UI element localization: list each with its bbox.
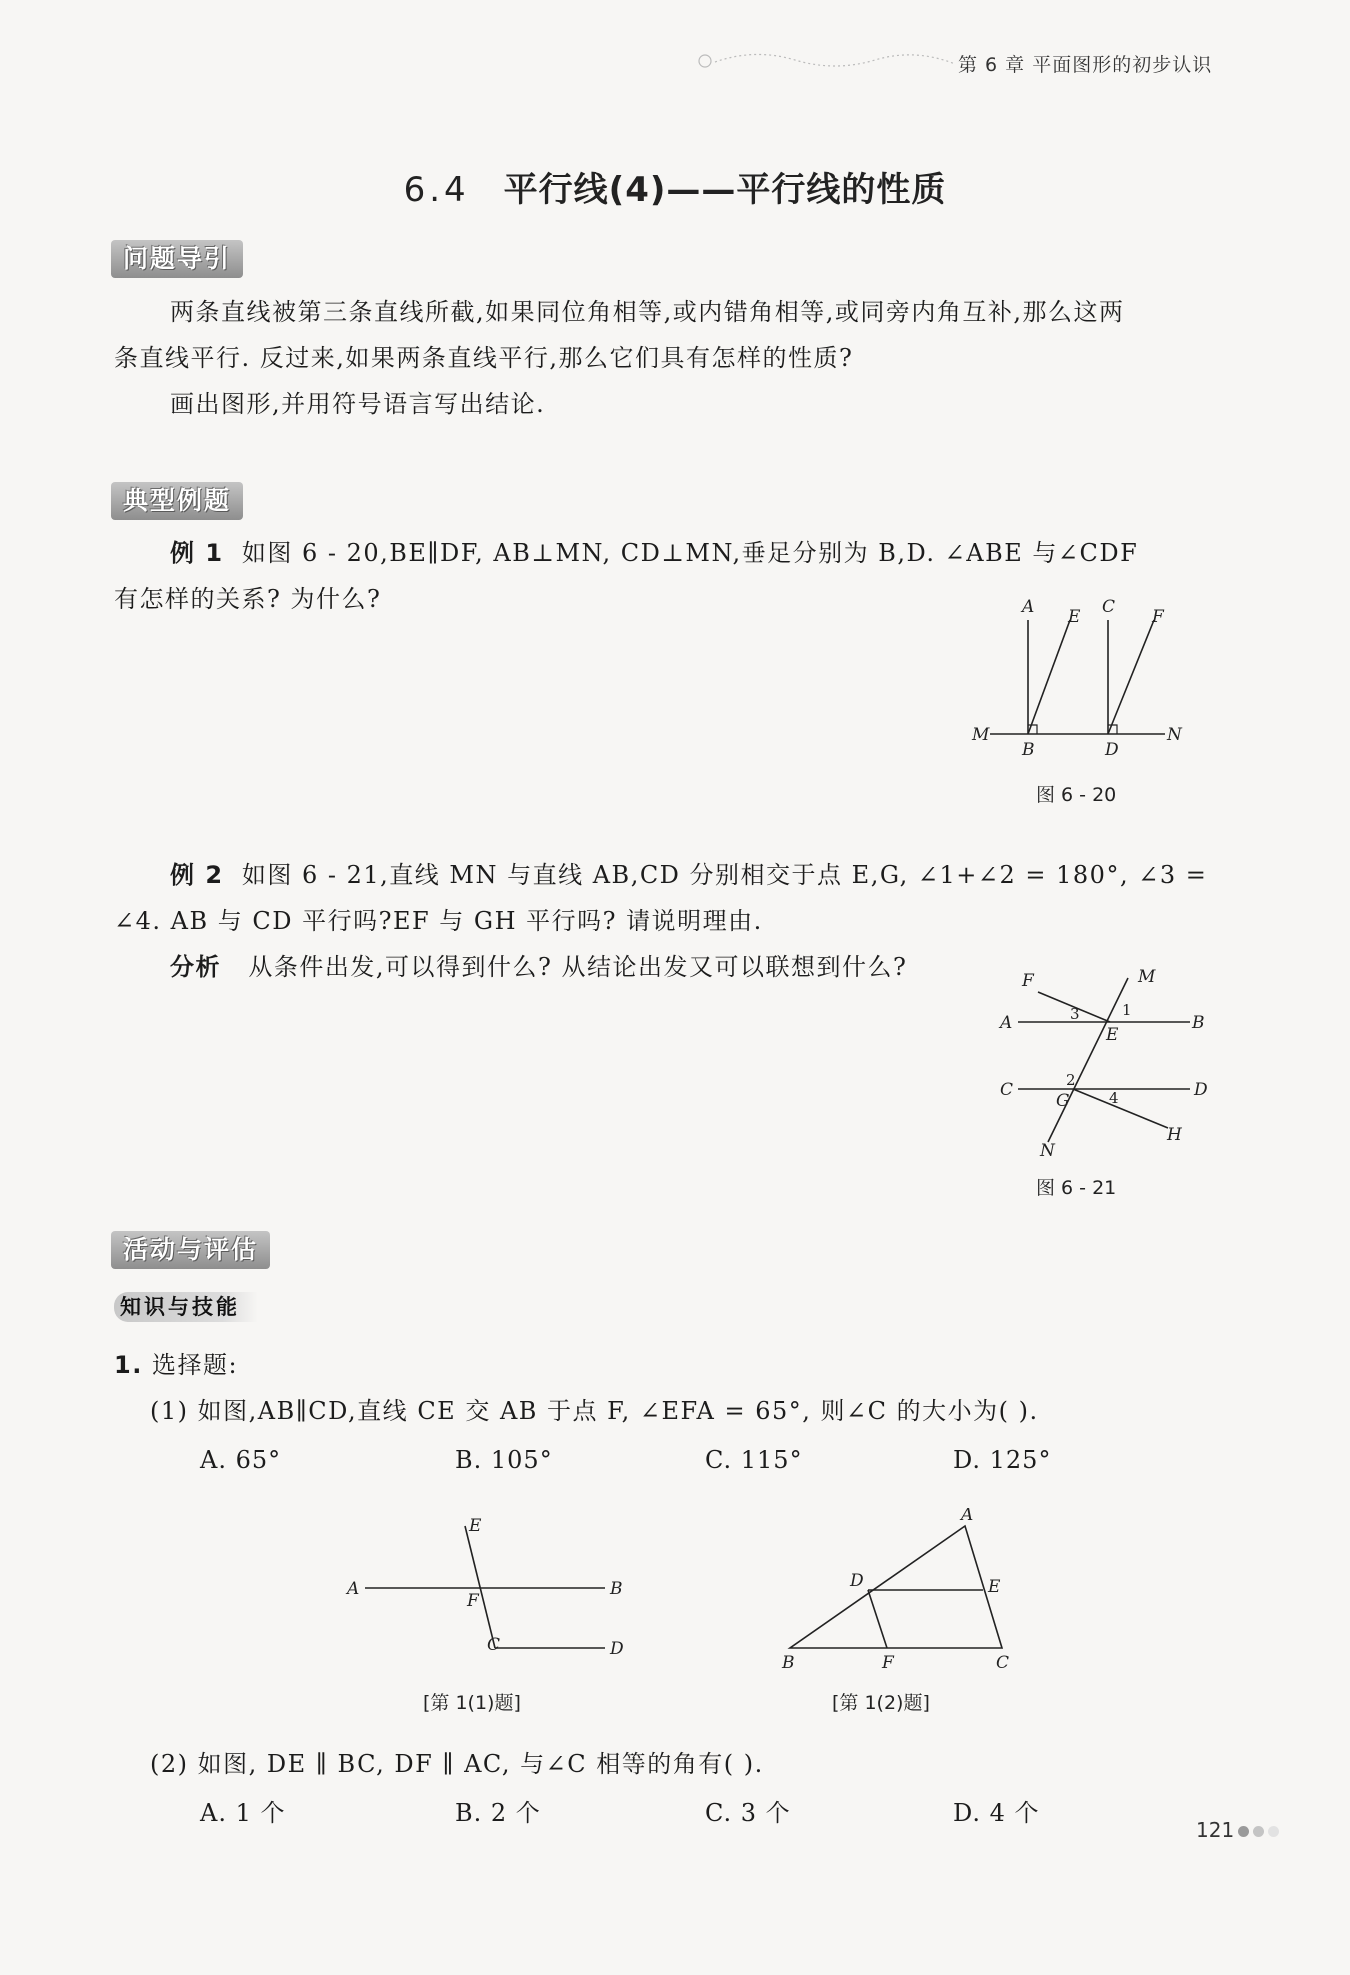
guide-line-3: 画出图形,并用符号语言写出结论. [170,390,546,418]
figure-6-20 [960,590,1200,765]
angle-4-label: 4 [1109,1089,1119,1107]
label-c: C [1000,1080,1014,1100]
label-d: D [1105,740,1119,760]
angle-2-label: 2 [1066,1071,1076,1089]
figure-q1-1 [335,1508,645,1668]
q1-part1-option-b: B. 105° [455,1446,553,1474]
page-dot-icon [1238,1826,1249,1837]
label-f: F [467,1591,479,1611]
analysis-text: 从条件出发,可以得到什么? 从结论出发又可以联想到什么? [248,953,908,981]
angle-1-label: 1 [1122,1001,1132,1019]
line-mn [1048,978,1128,1142]
example2-label: 例 2 [170,861,224,889]
figure-6-21 [990,960,1220,1160]
label-e: E [988,1577,1001,1597]
label-b: B [1192,1013,1205,1033]
header-decoration [675,50,955,74]
section-title [0,162,1350,211]
label-b: B [610,1579,623,1599]
chapter-header: 第 6 章 平面图形的初步认识 [958,54,1213,76]
figure-q1-1-caption: [第 1(1)题] [423,1692,521,1714]
label-d: D [1194,1080,1208,1100]
analysis-label: 分析 [170,953,221,981]
banner-skills: 知识与技能 [114,1292,258,1322]
label-a: A [1022,597,1035,617]
label-e: E [1068,607,1081,627]
label-n: N [1040,1141,1055,1160]
q1-part2-stem: (2) 如图, DE ∥ BC, DF ∥ AC, 与∠C 相等的角有( ). [150,1750,764,1778]
figure-6-20-caption: 图 6 - 20 [1036,784,1117,806]
q1-number: 1. [114,1351,143,1379]
line-df [868,1590,887,1648]
q1-part2-option-a: A. 1 个 [200,1799,286,1827]
figure-q1-2 [770,1508,1040,1668]
line-gh [1073,1089,1168,1128]
label-b: B [1022,740,1035,760]
q1-part1-stem: (1) 如图,AB∥CD,直线 CE 交 AB 于点 F, ∠EFA = 65°, 则∠C 的大小为( ). [150,1397,1039,1425]
q1-part1-option-d: D. 125° [953,1446,1052,1474]
example1-text-1: 如图 6 - 20,BE∥DF, AB⊥MN, CD⊥MN,垂足分别为 B,D. ∠ABE 与∠CDF [241,539,1139,567]
page-number-text: 121 [1196,1818,1235,1842]
page-dot-icon [1268,1826,1279,1837]
section-number: 6.4 [403,170,470,210]
label-a: A [1000,1013,1013,1033]
q1-part2-option-d: D. 4 个 [953,1799,1040,1827]
label-g: G [1056,1091,1070,1111]
label-f: F [882,1653,894,1668]
banner-guide: 问题导引 [111,240,243,278]
example2-text-1: 如图 6 - 21,直线 MN 与直线 AB,CD 分别相交于点 E,G, ∠1+∠2 = 180°, ∠3 = [241,861,1208,889]
label-h: H [1167,1125,1182,1145]
q1-part1-option-c: C. 115° [705,1446,803,1474]
example2-line-1 [170,852,1207,898]
q1-part1-option-a: A. 65° [200,1446,282,1474]
label-d: D [850,1571,864,1591]
label-n: N [1167,725,1182,745]
banner-activity: 活动与评估 [111,1231,270,1269]
guide-line-2: 条直线平行. 反过来,如果两条直线平行,那么它们具有怎样的性质? [114,344,854,372]
q1-title: 选择题: [151,1351,239,1379]
label-e: E [1106,1025,1119,1045]
q1-heading [114,1342,238,1388]
q1-part2-option-c: C. 3 个 [705,1799,791,1827]
label-b: B [782,1653,795,1668]
page-number [1196,1818,1279,1842]
label-a: A [961,1508,974,1525]
label-f: F [1022,971,1034,991]
example1-label: 例 1 [170,539,224,567]
label-c: C [487,1635,501,1655]
q1-part2-option-b: B. 2 个 [455,1799,541,1827]
figure-q1-2-caption: [第 1(2)题] [832,1692,930,1714]
label-c: C [996,1653,1010,1668]
label-a: A [347,1579,360,1599]
example1-line-2: 有怎样的关系? 为什么? [114,585,382,613]
section-title-text: 平行线(4)——平行线的性质 [503,170,947,210]
line-be [1028,620,1070,734]
angle-3-label: 3 [1070,1005,1080,1023]
label-m: M [972,725,990,745]
example1-line-1 [170,530,1138,576]
line-ce [465,1526,495,1648]
label-f: F [1152,607,1164,627]
label-d: D [610,1639,624,1659]
label-c: C [1102,597,1116,617]
label-m: M [1138,967,1156,987]
example2-line-2: ∠4. AB 与 CD 平行吗?EF 与 GH 平行吗? 请说明理由. [114,907,763,935]
figure-6-21-caption: 图 6 - 21 [1036,1177,1117,1199]
guide-line-1: 两条直线被第三条直线所截,如果同位角相等,或内错角相等,或同旁内角互补,那么这两 [170,298,1125,326]
example2-analysis [170,944,907,990]
banner-examples: 典型例题 [111,482,243,520]
triangle-abc [790,1526,1002,1648]
page-dot-icon [1253,1826,1264,1837]
label-e: E [469,1516,482,1536]
line-df [1108,620,1154,734]
